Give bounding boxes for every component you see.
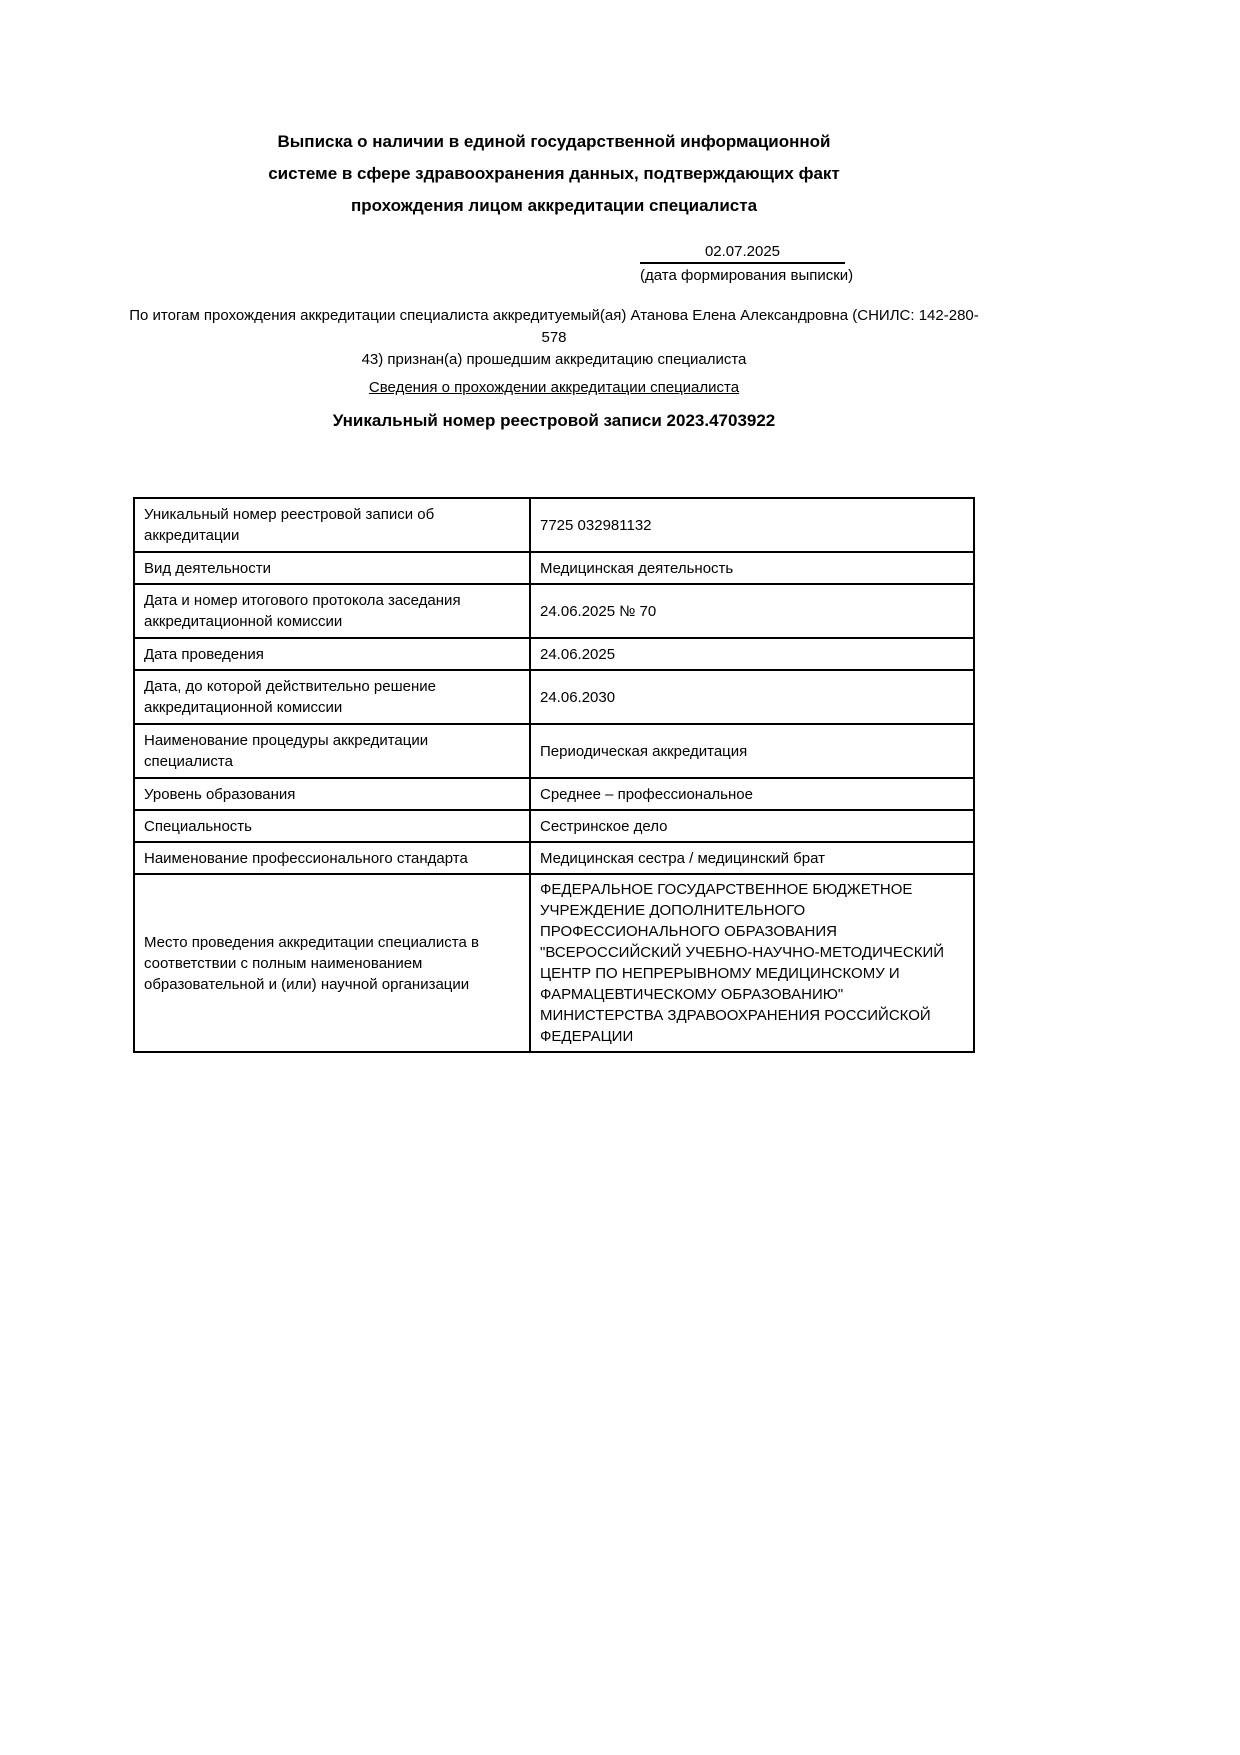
row-value: Среднее – профессиональное [530,778,974,810]
section-heading: Сведения о прохождении аккредитации специалиста [368,379,740,396]
document-title-line: прохождения лицом аккредитации специалиста [350,196,758,215]
accreditation-table [133,497,975,1053]
intro-line: По итогам прохождения аккредитации специалиста аккредитуемый(ая) Атанова Елена Александровна (СНИЛС: 142-280-578 [129,307,979,346]
table-row [134,810,974,842]
row-value: Сестринское дело [530,810,974,842]
row-label: Наименование процедуры аккредитации специалиста [134,724,530,778]
row-value: Периодическая аккредитация [530,724,974,778]
formation-date-block [640,243,854,284]
row-value: ФЕДЕРАЛЬНОЕ ГОСУДАРСТВЕННОЕ БЮДЖЕТНОЕ УЧРЕЖДЕНИЕ ДОПОЛНИТЕЛЬНОГО ПРОФЕССИОНАЛЬНОГО ОБРАЗОВАНИЯ "ВСЕРОССИЙСКИЙ УЧЕБНО-НАУЧНО-МЕТОДИЧЕСКИЙ ЦЕНТР ПО НЕПРЕРЫВНОМУ МЕДИЦИНСКОМУ И ФАРМАЦЕВТИЧЕСКОМУ ОБРАЗОВАНИЮ" МИНИСТЕРСТВА ЗДРАВООХРАНЕНИЯ РОССИЙСКОЙ ФЕДЕРАЦИИ [530,874,974,1052]
formation-date: 02.07.2025 [640,243,845,264]
table-row [134,638,974,670]
row-value: 24.06.2030 [530,670,974,724]
formation-date-caption: (дата формирования выписки) [640,267,854,284]
table-row [134,778,974,810]
intro-paragraph [120,305,988,371]
row-value: 24.06.2025 № 70 [530,584,974,638]
row-value: Медицинская деятельность [530,552,974,584]
row-value: 7725 032981132 [530,498,974,552]
table-row [134,670,974,724]
table-row [134,584,974,638]
table-row [134,498,974,552]
document-title-line: системе в сфере здравоохранения данных, подтверждающих факт [268,164,840,183]
row-label: Специальность [134,810,530,842]
intro-line: 43) признан(а) прошедшим аккредитацию специалиста [361,351,747,368]
row-value: 24.06.2025 [530,638,974,670]
row-label: Дата и номер итогового протокола заседания аккредитационной комиссии [134,584,530,638]
row-label: Наименование профессионального стандарта [134,842,530,874]
table-row [134,874,974,1052]
row-label: Место проведения аккредитации специалиста в соответствии с полным наименованием образовательной и (или) научной организации [134,874,530,1052]
table-row [134,842,974,874]
registry-subtitle: Уникальный номер реестровой записи 2023.4703922 [332,411,776,430]
table-row [134,552,974,584]
row-label: Уникальный номер реестровой записи об аккредитации [134,498,530,552]
document-title [133,126,975,222]
table-row [134,724,974,778]
row-label: Вид деятельности [134,552,530,584]
row-label: Дата проведения [134,638,530,670]
row-label: Дата, до которой действительно решение аккредитационной комиссии [134,670,530,724]
row-value: Медицинская сестра / медицинский брат [530,842,974,874]
row-label: Уровень образования [134,778,530,810]
document-title-line: Выписка о наличии в единой государственной информационной [277,132,831,151]
